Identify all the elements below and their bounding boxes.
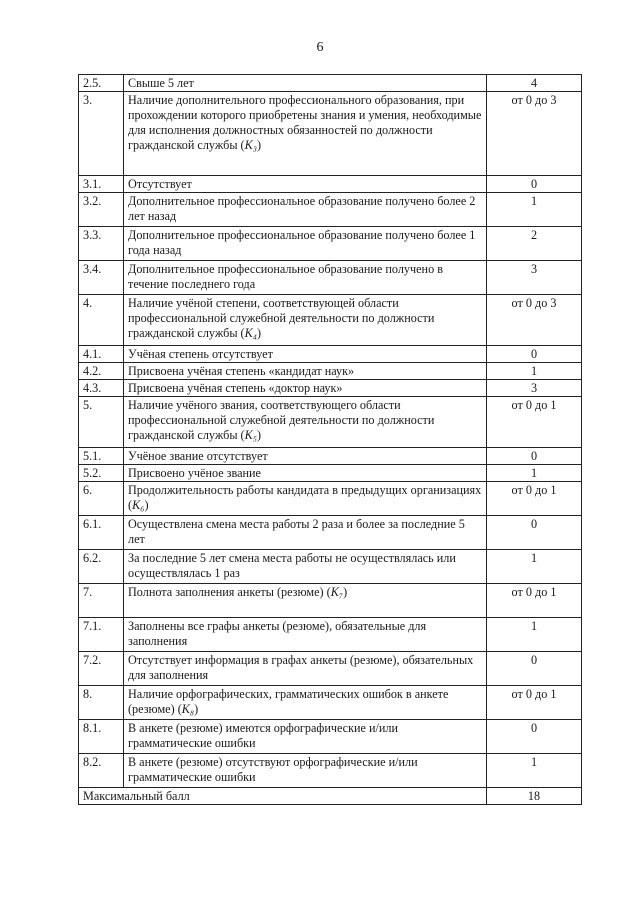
row-number: 6. [79, 482, 124, 516]
page-number: 6 [316, 40, 324, 55]
total-score: 18 [487, 788, 582, 805]
row-score: 0 [487, 720, 582, 754]
row-description [124, 193, 487, 227]
row-score: от 0 до 1 [487, 482, 582, 516]
row-number: 6.1. [79, 516, 124, 550]
row-number: 5.1. [79, 448, 124, 465]
table-row [79, 652, 582, 686]
row-description [124, 516, 487, 550]
row-score: 1 [487, 550, 582, 584]
row-description [124, 465, 487, 482]
row-description [124, 397, 487, 448]
row-score: от 0 до 1 [487, 686, 582, 720]
table-row [79, 584, 582, 618]
row-description-text: Отсутствует информация в графах анкеты (резюме), обязательных для заполнения [128, 653, 474, 682]
coefficient-label: K₇ [330, 585, 344, 599]
criteria-table-body [79, 75, 582, 805]
row-description [124, 346, 487, 363]
row-score: 0 [487, 448, 582, 465]
row-number: 4.3. [79, 380, 124, 397]
row-description [124, 720, 487, 754]
row-score: 3 [487, 261, 582, 295]
row-description-text: В анкете (резюме) имеются орфографические и/или грамматические ошибки [128, 721, 399, 750]
row-description-text: Дополнительное профессиональное образование получено в течение последнего года [128, 262, 443, 291]
table-row [79, 346, 582, 363]
table-row [79, 261, 582, 295]
row-description [124, 584, 487, 618]
table-row [79, 380, 582, 397]
row-score: 1 [487, 754, 582, 788]
row-score: от 0 до 1 [487, 584, 582, 618]
row-description [124, 652, 487, 686]
row-number: 5. [79, 397, 124, 448]
row-number: 8.1. [79, 720, 124, 754]
row-score: 1 [487, 193, 582, 227]
row-description [124, 295, 487, 346]
coefficient-label: K₈ [181, 702, 195, 716]
row-number: 3.3. [79, 227, 124, 261]
row-description-text: Дополнительное профессиональное образование получено более 2 лет назад [128, 194, 476, 223]
row-score: от 0 до 3 [487, 92, 582, 176]
row-description [124, 380, 487, 397]
table-row [79, 92, 582, 176]
row-description [124, 550, 487, 584]
row-description-text: За последние 5 лет смена места работы не осуществлялась или осуществлялась 1 раз [128, 551, 456, 580]
coefficient-close: ) [256, 138, 262, 152]
row-number: 7.2. [79, 652, 124, 686]
row-number: 6.2. [79, 550, 124, 584]
row-score: 0 [487, 346, 582, 363]
row-description [124, 754, 487, 788]
table-row [79, 550, 582, 584]
row-description-text: Заполнены все графы анкеты (резюме), обязательные для заполнения [128, 619, 427, 648]
row-score: 1 [487, 465, 582, 482]
table-row [79, 193, 582, 227]
coefficient-label: K₆ [132, 498, 145, 512]
row-description-text: Наличие учёной степени, соответствующей области профессиональной служебной деятельности по должности гражданской службы ( [128, 296, 435, 340]
table-row [79, 516, 582, 550]
criteria-table [78, 74, 582, 805]
row-description-text: Учёное звание отсутствует [128, 449, 268, 463]
row-number: 5.2. [79, 465, 124, 482]
table-row [79, 176, 582, 193]
row-description-text: Наличие орфографических, грамматических ошибок в анкете (резюме) ( [128, 687, 449, 716]
table-row [79, 448, 582, 465]
row-description-text: Присвоена учёная степень «доктор наук» [128, 381, 343, 395]
row-number: 8.2. [79, 754, 124, 788]
row-number: 3. [79, 92, 124, 176]
row-score: 3 [487, 380, 582, 397]
total-row [79, 788, 582, 805]
coefficient-close: ) [256, 428, 262, 442]
table-row [79, 295, 582, 346]
table-row [79, 720, 582, 754]
table-row [79, 618, 582, 652]
row-description-text: Отсутствует [128, 177, 192, 191]
coefficient-close: ) [144, 498, 149, 512]
coefficient-close: ) [343, 585, 348, 599]
row-number: 4.1. [79, 346, 124, 363]
row-score: 1 [487, 618, 582, 652]
row-description [124, 686, 487, 720]
row-description-text: Дополнительное профессиональное образование получено более 1 года назад [128, 228, 476, 257]
row-description [124, 363, 487, 380]
row-description-text: Наличие учёного звания, соответствующего области профессиональной служебной деятельности по должности гражданской службы ( [128, 398, 435, 442]
coefficient-label: K₅ [244, 428, 257, 442]
row-description-text: Учёная степень отсутствует [128, 347, 273, 361]
table-row [79, 227, 582, 261]
row-number: 3.4. [79, 261, 124, 295]
coefficient-label: K₃ [244, 138, 257, 152]
row-description [124, 176, 487, 193]
row-number: 7. [79, 584, 124, 618]
row-description-text: Полнота заполнения анкеты (резюме) ( [128, 585, 331, 599]
row-number: 2.5. [79, 75, 124, 92]
row-number: 3.1. [79, 176, 124, 193]
row-description-text: Присвоена учёная степень «кандидат наук» [128, 364, 355, 378]
total-label: Максимальный балл [79, 788, 487, 805]
coefficient-close: ) [256, 326, 262, 340]
table-row [79, 75, 582, 92]
row-description [124, 227, 487, 261]
row-score: от 0 до 1 [487, 397, 582, 448]
row-description-text: В анкете (резюме) отсутствуют орфографические и/или грамматические ошибки [128, 755, 418, 784]
row-score: от 0 до 3 [487, 295, 582, 346]
row-description [124, 618, 487, 652]
table-row [79, 686, 582, 720]
table-row [79, 482, 582, 516]
row-score: 0 [487, 652, 582, 686]
row-description-text: Продолжительность работы кандидата в предыдущих организациях ( [128, 483, 482, 512]
table-row [79, 397, 582, 448]
row-description-text: Наличие дополнительного профессионального образования, при прохождении которого приобретены знания и умения, необходимые для исполнения должностных обязанностей по должности гражданской службы ( [128, 93, 482, 152]
row-score: 1 [487, 363, 582, 380]
row-description [124, 75, 487, 92]
coefficient-label: K₄ [244, 326, 257, 340]
coefficient-close: ) [194, 702, 199, 716]
row-description [124, 92, 487, 176]
row-description [124, 261, 487, 295]
row-number: 4. [79, 295, 124, 346]
row-description [124, 482, 487, 516]
row-number: 8. [79, 686, 124, 720]
row-description [124, 448, 487, 465]
row-description-text: Осуществлена смена места работы 2 раза и более за последние 5 лет [128, 517, 465, 546]
row-number: 4.2. [79, 363, 124, 380]
row-score: 0 [487, 516, 582, 550]
row-description-text: Свыше 5 лет [128, 76, 194, 90]
table-row [79, 754, 582, 788]
table-row [79, 363, 582, 380]
row-number: 3.2. [79, 193, 124, 227]
row-number: 7.1. [79, 618, 124, 652]
table-row [79, 465, 582, 482]
row-description-text: Присвоено учёное звание [128, 466, 261, 480]
row-score: 4 [487, 75, 582, 92]
row-score: 2 [487, 227, 582, 261]
row-score: 0 [487, 176, 582, 193]
